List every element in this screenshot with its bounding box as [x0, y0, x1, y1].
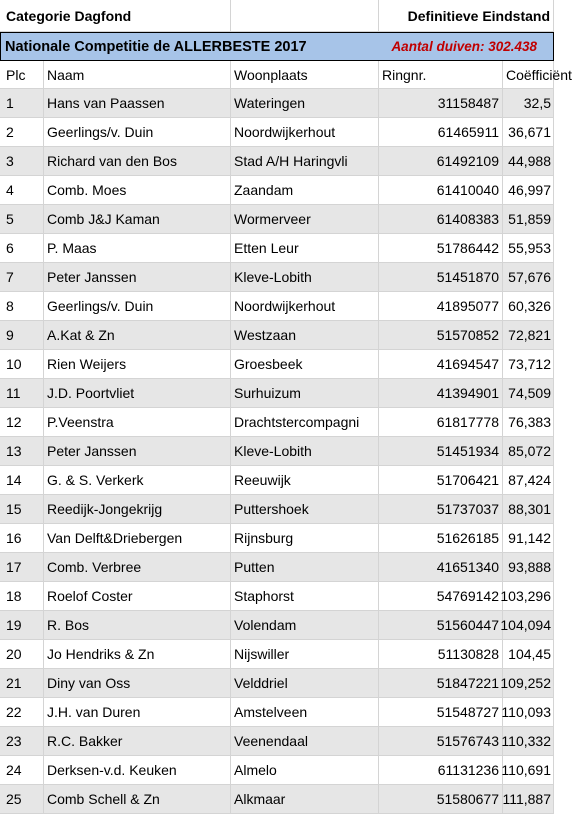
cell-ringnr: 61131236: [379, 756, 503, 784]
table-row: [0, 437, 554, 466]
cell-naam: Geerlings/v. Duin: [44, 118, 231, 146]
cell-woonplaats: Wormerveer: [231, 205, 379, 233]
cell-ringnr: 51706421: [379, 466, 503, 494]
table-row: [0, 524, 554, 553]
table-row: [0, 495, 554, 524]
cell-plc: 1: [0, 89, 44, 117]
cell-naam: P. Maas: [44, 234, 231, 262]
cell-naam: Richard van den Bos: [44, 147, 231, 175]
table-row: [0, 205, 554, 234]
cell-woonplaats: Almelo: [231, 756, 379, 784]
cell-plc: 24: [0, 756, 44, 784]
cell-naam: J.D. Poortvliet: [44, 379, 231, 407]
table-row: [0, 669, 554, 698]
cell-plc: 11: [0, 379, 44, 407]
header-ringnr: Ringnr.: [379, 61, 503, 88]
cell-woonplaats: Stad A/H Haringvli: [231, 147, 379, 175]
cell-plc: 17: [0, 553, 44, 581]
cell-coefficient: 44,988: [503, 147, 554, 175]
cell-plc: 10: [0, 350, 44, 378]
cell-plc: 19: [0, 611, 44, 639]
cell-ringnr: 41895077: [379, 292, 503, 320]
cell-naam: Derksen-v.d. Keuken: [44, 756, 231, 784]
cell-plc: 16: [0, 524, 44, 552]
table-row: [0, 263, 554, 292]
cell-naam: Peter Janssen: [44, 437, 231, 465]
cell-plc: 22: [0, 698, 44, 726]
cell-ringnr: 51570852: [379, 321, 503, 349]
cell-naam: Comb. Verbree: [44, 553, 231, 581]
cell-coefficient: 88,301: [503, 495, 554, 523]
category-label: Categorie Dagfond: [0, 0, 231, 31]
table-row: [0, 727, 554, 756]
cell-ringnr: 51560447: [379, 611, 503, 639]
cell-plc: 3: [0, 147, 44, 175]
table-row: [0, 640, 554, 669]
cell-coefficient: 109,252: [503, 669, 554, 697]
cell-naam: Hans van Paassen: [44, 89, 231, 117]
table-row: [0, 785, 554, 814]
cell-plc: 12: [0, 408, 44, 436]
cell-woonplaats: Groesbeek: [231, 350, 379, 378]
cell-naam: J.H. van Duren: [44, 698, 231, 726]
cell-coefficient: 36,671: [503, 118, 554, 146]
header-woonplaats: Woonplaats: [231, 61, 379, 88]
cell-coefficient: 87,424: [503, 466, 554, 494]
cell-naam: Reedijk-Jongekrijg: [44, 495, 231, 523]
competition-title: Nationale Competitie de ALLERBESTE 2017: [5, 38, 307, 55]
table-row: [0, 756, 554, 785]
cell-woonplaats: Zaandam: [231, 176, 379, 204]
cell-woonplaats: Kleve-Lobith: [231, 437, 379, 465]
cell-plc: 6: [0, 234, 44, 262]
cell-naam: G. & S. Verkerk: [44, 466, 231, 494]
cell-plc: 21: [0, 669, 44, 697]
cell-woonplaats: Rijnsburg: [231, 524, 379, 552]
cell-plc: 18: [0, 582, 44, 610]
table-row: [0, 321, 554, 350]
cell-coefficient: 51,859: [503, 205, 554, 233]
cell-ringnr: 61408383: [379, 205, 503, 233]
cell-ringnr: 51548727: [379, 698, 503, 726]
table-row: [0, 350, 554, 379]
cell-ringnr: 61410040: [379, 176, 503, 204]
cell-ringnr: 61465911: [379, 118, 503, 146]
cell-naam: R.C. Bakker: [44, 727, 231, 755]
column-header-row: [0, 61, 572, 89]
cell-naam: Comb Schell & Zn: [44, 785, 231, 813]
title-row: [0, 0, 554, 32]
cell-ringnr: 51451870: [379, 263, 503, 291]
cell-woonplaats: Reeuwijk: [231, 466, 379, 494]
cell-plc: 9: [0, 321, 44, 349]
cell-ringnr: 51626185: [379, 524, 503, 552]
table-row: [0, 466, 554, 495]
cell-woonplaats: Kleve-Lobith: [231, 263, 379, 291]
header-naam: Naam: [44, 61, 231, 88]
cell-plc: 20: [0, 640, 44, 668]
cell-coefficient: 46,997: [503, 176, 554, 204]
cell-coefficient: 110,691: [503, 756, 554, 784]
table-row: [0, 553, 554, 582]
cell-coefficient: 73,712: [503, 350, 554, 378]
cell-coefficient: 55,953: [503, 234, 554, 262]
cell-woonplaats: Putten: [231, 553, 379, 581]
cell-coefficient: 85,072: [503, 437, 554, 465]
cell-coefficient: 103,296: [503, 582, 554, 610]
cell-ringnr: 61817778: [379, 408, 503, 436]
cell-plc: 7: [0, 263, 44, 291]
cell-plc: 8: [0, 292, 44, 320]
cell-naam: R. Bos: [44, 611, 231, 639]
cell-coefficient: 60,326: [503, 292, 554, 320]
cell-coefficient: 32,5: [503, 89, 554, 117]
header-plc: Plc: [0, 61, 44, 88]
table-row: [0, 147, 554, 176]
cell-ringnr: 51847221: [379, 669, 503, 697]
cell-woonplaats: Etten Leur: [231, 234, 379, 262]
table-row: [0, 292, 554, 321]
cell-woonplaats: Wateringen: [231, 89, 379, 117]
cell-woonplaats: Drachtstercompagni: [231, 408, 379, 436]
competition-banner: [0, 32, 554, 61]
cell-coefficient: 72,821: [503, 321, 554, 349]
status-label: Definitieve Eindstand: [379, 0, 554, 31]
table-row: [0, 611, 554, 640]
cell-woonplaats: Nijswiller: [231, 640, 379, 668]
cell-ringnr: 51580677: [379, 785, 503, 813]
table-row: [0, 118, 554, 147]
table-row: [0, 234, 554, 263]
cell-plc: 23: [0, 727, 44, 755]
cell-ringnr: 31158487: [379, 89, 503, 117]
cell-naam: Peter Janssen: [44, 263, 231, 291]
cell-woonplaats: Volendam: [231, 611, 379, 639]
cell-plc: 15: [0, 495, 44, 523]
cell-coefficient: 76,383: [503, 408, 554, 436]
cell-plc: 5: [0, 205, 44, 233]
cell-ringnr: 51451934: [379, 437, 503, 465]
cell-woonplaats: Veenendaal: [231, 727, 379, 755]
cell-coefficient: 110,093: [503, 698, 554, 726]
cell-naam: Diny van Oss: [44, 669, 231, 697]
cell-plc: 4: [0, 176, 44, 204]
cell-woonplaats: Amstelveen: [231, 698, 379, 726]
pigeon-count: Aantal duiven: 302.438: [391, 39, 537, 54]
cell-woonplaats: Westzaan: [231, 321, 379, 349]
table-row: [0, 582, 554, 611]
table-row: [0, 698, 554, 727]
table-row: [0, 176, 554, 205]
cell-naam: Jo Hendriks & Zn: [44, 640, 231, 668]
cell-ringnr: 51576743: [379, 727, 503, 755]
cell-coefficient: 111,887: [503, 785, 554, 813]
cell-coefficient: 104,094: [503, 611, 554, 639]
results-table-body: [0, 89, 554, 814]
empty-cell: [231, 0, 379, 31]
cell-coefficient: 57,676: [503, 263, 554, 291]
cell-plc: 2: [0, 118, 44, 146]
cell-ringnr: 54769142: [379, 582, 503, 610]
cell-naam: P.Veenstra: [44, 408, 231, 436]
cell-naam: Comb J&J Kaman: [44, 205, 231, 233]
cell-ringnr: 51786442: [379, 234, 503, 262]
cell-naam: Rien Weijers: [44, 350, 231, 378]
cell-naam: A.Kat & Zn: [44, 321, 231, 349]
cell-coefficient: 110,332: [503, 727, 554, 755]
cell-plc: 13: [0, 437, 44, 465]
table-row: [0, 408, 554, 437]
cell-woonplaats: Noordwijkerhout: [231, 118, 379, 146]
cell-coefficient: 93,888: [503, 553, 554, 581]
cell-woonplaats: Velddriel: [231, 669, 379, 697]
cell-woonplaats: Staphorst: [231, 582, 379, 610]
cell-plc: 25: [0, 785, 44, 813]
cell-coefficient: 91,142: [503, 524, 554, 552]
cell-naam: Roelof Coster: [44, 582, 231, 610]
cell-ringnr: 51737037: [379, 495, 503, 523]
cell-plc: 14: [0, 466, 44, 494]
cell-ringnr: 41694547: [379, 350, 503, 378]
cell-ringnr: 41651340: [379, 553, 503, 581]
table-row: [0, 379, 554, 408]
cell-woonplaats: Puttershoek: [231, 495, 379, 523]
cell-naam: Comb. Moes: [44, 176, 231, 204]
cell-woonplaats: Surhuizum: [231, 379, 379, 407]
cell-woonplaats: Noordwijkerhout: [231, 292, 379, 320]
cell-woonplaats: Alkmaar: [231, 785, 379, 813]
cell-coefficient: 74,509: [503, 379, 554, 407]
cell-naam: Van Delft&Driebergen: [44, 524, 231, 552]
cell-ringnr: 51130828: [379, 640, 503, 668]
cell-ringnr: 61492109: [379, 147, 503, 175]
table-row: [0, 89, 554, 118]
header-coefficient: Coëfficiënt: [503, 61, 554, 88]
cell-ringnr: 41394901: [379, 379, 503, 407]
cell-coefficient: 104,45: [503, 640, 554, 668]
cell-naam: Geerlings/v. Duin: [44, 292, 231, 320]
